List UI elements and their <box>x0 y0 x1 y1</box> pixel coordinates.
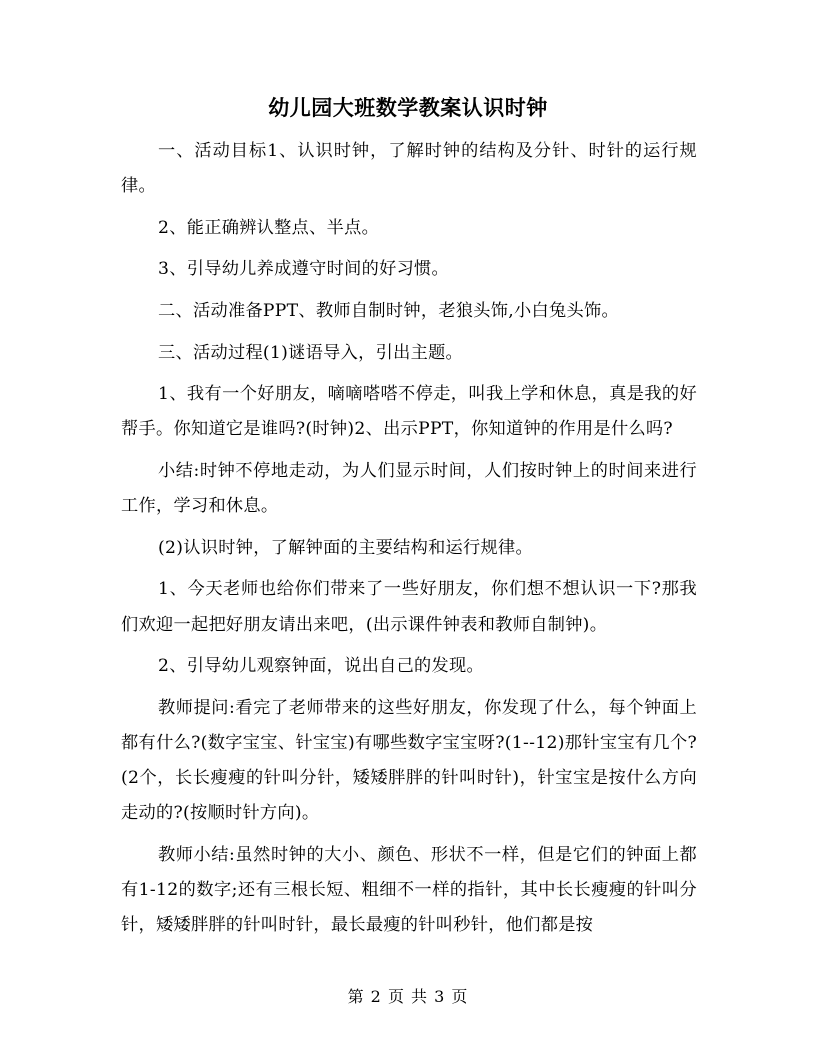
paragraph: 三、活动过程(1)谜语导入，引出主题。 <box>158 342 464 363</box>
paragraph: 二、活动准备PPT、教师自制时钟，老狼头饰,小白兔头饰。 <box>158 300 619 321</box>
page-footer: 第 2 页 共 3 页 <box>347 987 469 1006</box>
paragraph: 1、我有一个好朋友，嘀嘀嗒嗒不停走，叫我上学和休息，真是我的好帮手。你知道它是谁吗?(时钟)2、出示PPT，你知道钟的作用是什么吗? <box>121 384 697 440</box>
paragraph: 教师小结:虽然时钟的大小、颜色、形状不一样，但是它们的钟面上都有1-12的数字;还有三根长短、粗细不一样的指针，其中长长瘦瘦的针叫分针，矮矮胖胖的针叫时针，最长最瘦的针叫秒针，他们都是按 <box>121 844 697 936</box>
paragraph: 小结:时钟不停地走动，为人们显示时间，人们按时钟上的时间来进行工作，学习和休息。 <box>121 460 697 517</box>
paragraph: 一、活动目标1、认识时钟，了解时钟的结构及分针、时针的运行规律。 <box>121 141 697 197</box>
paragraph: 2、能正确辨认整点、半点。 <box>158 217 380 238</box>
paragraph: (2)认识时钟，了解钟面的主要结构和运行规律。 <box>158 537 533 558</box>
document-title: 幼儿园大班数学教案认识时钟 <box>268 95 548 120</box>
paragraph: 2、引导幼儿观察钟面，说出自己的发现。 <box>158 656 485 677</box>
document-body <box>121 134 697 950</box>
paragraph: 3、引导幼儿养成遵守时间的好习惯。 <box>158 259 450 280</box>
paragraph: 1、今天老师也给你们带来了一些好朋友，你们想不想认识一下?那我们欢迎一起把好朋友请出来吧，(出示课件钟表和教师自制钟)。 <box>121 579 697 635</box>
paragraph: 教师提问:看完了老师带来的这些好朋友，你发现了什么，每个钟面上都有什么?(数字宝宝、针宝宝)有哪些数字宝宝呀?(1--12)那针宝宝有几个?(2个，长长瘦瘦的针叫分针，矮矮胖胖的针叫时针)，针宝宝是按什么方向走动的?(按顺时针方向)。 <box>121 697 697 824</box>
